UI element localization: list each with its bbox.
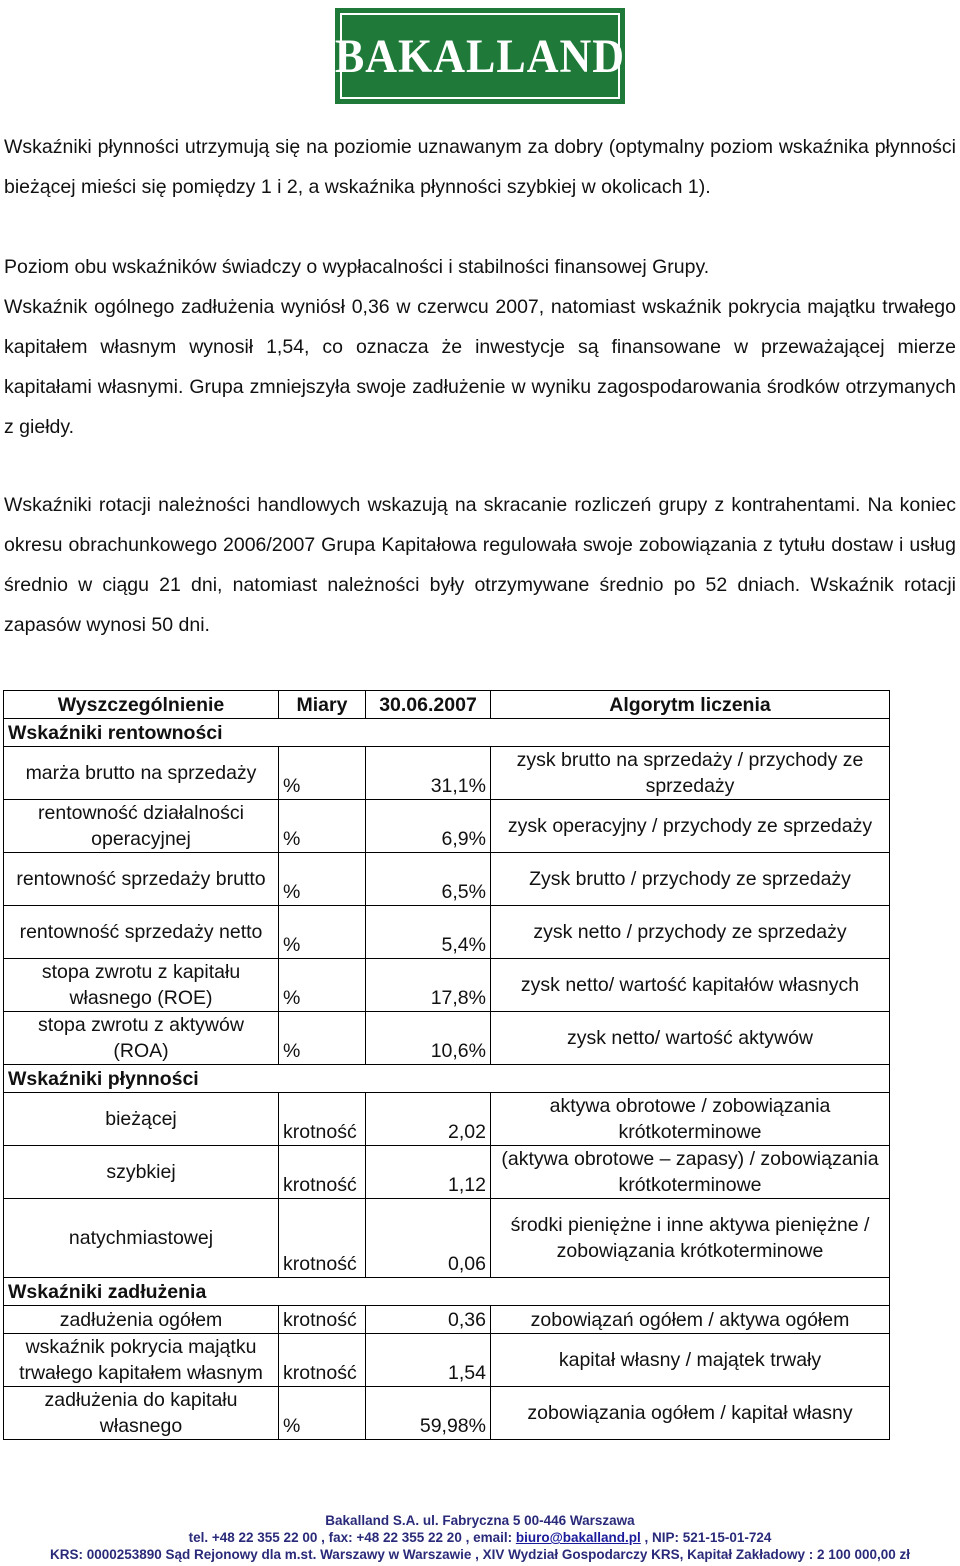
paragraph-3: Wskaźnik ogólnego zadłużenia wyniósł 0,36 w czerwcu 2007, natomiast wskaźnik pokrycia majątku trwałego kapitałem własnym wynosił 1,54, co oznacza że inwestycje są finansowane w przeważającej mierze kapitałami własnymi. Grupa zmniejszyła swoje zadłużenie w wyniku zagospodarowania środków otrzymanych z giełdy. xyxy=(4,296,956,438)
table-row xyxy=(4,906,890,959)
table-row xyxy=(4,1387,890,1440)
footer-email-link[interactable]: biuro@bakalland.pl xyxy=(515,1530,641,1545)
row-unit: krotność xyxy=(279,1334,366,1387)
row-name: szybkiej xyxy=(4,1146,279,1199)
row-value: 6,5% xyxy=(366,853,491,906)
paragraph-solvency xyxy=(4,247,956,287)
row-unit: % xyxy=(279,853,366,906)
row-unit: % xyxy=(279,800,366,853)
row-unit: krotność xyxy=(279,1093,366,1146)
page-footer xyxy=(0,1512,960,1563)
row-value: 10,6% xyxy=(366,1012,491,1065)
table-row xyxy=(4,800,890,853)
table-row xyxy=(4,1146,890,1199)
row-algorithm: zysk operacyjny / przychody ze sprzedaży xyxy=(491,800,890,853)
table-header-row xyxy=(4,691,890,719)
row-name: bieżącej xyxy=(4,1093,279,1146)
row-name: rentowność sprzedaży netto xyxy=(4,906,279,959)
row-value: 31,1% xyxy=(366,747,491,800)
section-row-debt xyxy=(4,1278,890,1306)
row-value: 0,06 xyxy=(366,1199,491,1278)
row-algorithm: zysk netto / przychody ze sprzedaży xyxy=(491,906,890,959)
logo-text: BAKALLAND xyxy=(334,29,626,83)
row-value: 1,54 xyxy=(366,1334,491,1387)
row-algorithm: (aktywa obrotowe – zapasy) / zobowiązania krótkoterminowe xyxy=(491,1146,890,1199)
row-unit: % xyxy=(279,959,366,1012)
row-algorithm: Zysk brutto / przychody ze sprzedaży xyxy=(491,853,890,906)
row-unit: % xyxy=(279,747,366,800)
row-value: 1,12 xyxy=(366,1146,491,1199)
paragraph-2: Poziom obu wskaźników świadczy o wypłacalności i stabilności finansowej Grupy. xyxy=(4,256,710,278)
footer-address: Bakalland S.A. ul. Fabryczna 5 00-446 Warszawa xyxy=(325,1513,635,1528)
row-algorithm: aktywa obrotowe / zobowiązania krótkoterminowe xyxy=(491,1093,890,1146)
row-value: 6,9% xyxy=(366,800,491,853)
table-row xyxy=(4,1093,890,1146)
row-algorithm: kapitał własny / majątek trwały xyxy=(491,1334,890,1387)
section-row-profitability xyxy=(4,719,890,747)
row-algorithm: zysk netto/ wartość aktywów xyxy=(491,1012,890,1065)
row-value: 2,02 xyxy=(366,1093,491,1146)
row-name: wskaźnik pokrycia majątku trwałego kapitałem własnym xyxy=(4,1334,279,1387)
table-row xyxy=(4,1306,890,1334)
table-row xyxy=(4,959,890,1012)
section-title: Wskaźniki rentowności xyxy=(4,719,890,747)
company-logo xyxy=(335,8,625,104)
footer-nip: , NIP: 521-15-01-724 xyxy=(640,1530,772,1545)
row-name: rentowność sprzedaży brutto xyxy=(4,853,279,906)
row-algorithm: zysk brutto na sprzedaży / przychody ze sprzedaży xyxy=(491,747,890,800)
paragraph-debt xyxy=(4,287,956,447)
table-row xyxy=(4,747,890,800)
row-algorithm: zysk netto/ wartość kapitałów własnych xyxy=(491,959,890,1012)
footer-contact xyxy=(0,1529,960,1546)
row-value: 59,98% xyxy=(366,1387,491,1440)
row-name: zadłużenia do kapitału własnego xyxy=(4,1387,279,1440)
header-unit: Miary xyxy=(279,691,366,719)
table-row xyxy=(4,853,890,906)
footer-registration: KRS: 0000253890 Sąd Rejonowy dla m.st. Warszawy w Warszawie , XIV Wydział Gospodarczy KRS, Kapitał Zakładowy : 2 100 000,00 zł xyxy=(49,1547,911,1562)
row-unit: krotność xyxy=(279,1146,366,1199)
logo-frame xyxy=(334,13,626,99)
table-row xyxy=(4,1199,890,1278)
table-row xyxy=(4,1012,890,1065)
row-unit: krotność xyxy=(279,1199,366,1278)
row-name: marża brutto na sprzedaży xyxy=(4,747,279,800)
row-unit: % xyxy=(279,1012,366,1065)
row-value: 5,4% xyxy=(366,906,491,959)
footer-phone-fax: tel. +48 22 355 22 00 , fax: +48 22 355 22 20 , email: xyxy=(188,1530,516,1545)
paragraph-1: Wskaźniki płynności utrzymują się na poziomie uznawanym za dobry (optymalny poziom wskaźnika płynności bieżącej mieści się pomiędzy 1 i 2, a wskaźnika płynności szybkiej w okolicach 1). xyxy=(4,136,956,198)
paragraph-4: Wskaźniki rotacji należności handlowych wskazują na skracanie rozliczeń grupy z kontrahentami. Na koniec okresu obrachunkowego 2006/2007 Grupa Kapitałowa regulowała swoje zobowiązania z tytułu dostaw i usług średnio w ciągu 21 dni, natomiast należności były otrzymywane średnio po 52 dniach. Wskaźnik rotacji zapasów wynosi 50 dni. xyxy=(4,494,956,636)
row-value: 17,8% xyxy=(366,959,491,1012)
header-date: 30.06.2007 xyxy=(366,691,491,719)
row-name: natychmiastowej xyxy=(4,1199,279,1278)
ratios-table xyxy=(3,690,890,1440)
table-row xyxy=(4,1334,890,1387)
paragraph-turnover xyxy=(4,485,956,645)
row-name: stopa zwrotu z kapitału własnego (ROE) xyxy=(4,959,279,1012)
row-unit: % xyxy=(279,906,366,959)
paragraph-liquidity xyxy=(4,127,956,207)
row-value: 0,36 xyxy=(366,1306,491,1334)
row-algorithm: zobowiązań ogółem / aktywa ogółem xyxy=(491,1306,890,1334)
section-row-liquidity xyxy=(4,1065,890,1093)
row-algorithm: środki pieniężne i inne aktywa pieniężne / zobowiązania krótkoterminowe xyxy=(491,1199,890,1278)
row-unit: krotność xyxy=(279,1306,366,1334)
section-title: Wskaźniki płynności xyxy=(4,1065,890,1093)
section-title: Wskaźniki zadłużenia xyxy=(4,1278,890,1306)
row-name: rentowność działalności operacyjnej xyxy=(4,800,279,853)
row-name: stopa zwrotu z aktywów (ROA) xyxy=(4,1012,279,1065)
row-name: zadłużenia ogółem xyxy=(4,1306,279,1334)
header-algorithm: Algorytm liczenia xyxy=(491,691,890,719)
row-algorithm: zobowiązania ogółem / kapitał własny xyxy=(491,1387,890,1440)
header-description: Wyszczególnienie xyxy=(4,691,279,719)
row-unit: % xyxy=(279,1387,366,1440)
